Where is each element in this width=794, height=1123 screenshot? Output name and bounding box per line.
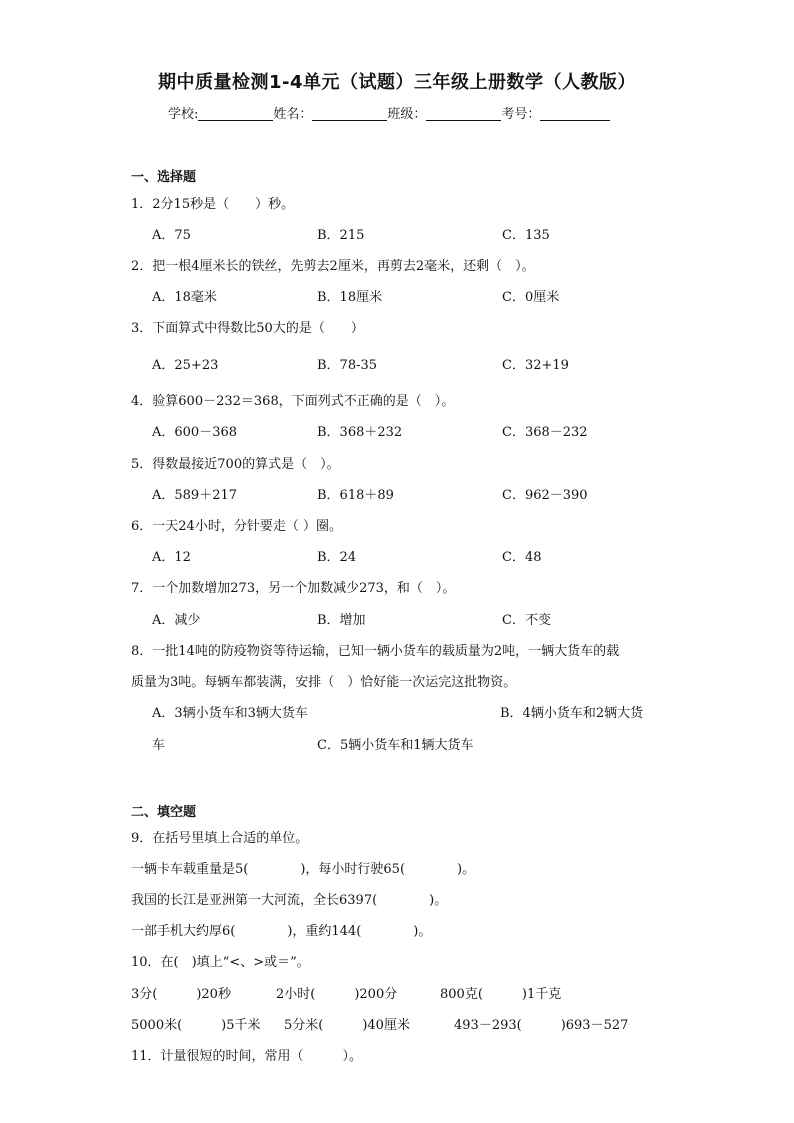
class-blank[interactable] (426, 106, 501, 121)
student-info-line (168, 103, 610, 122)
q5-option-b[interactable]: B．618＋89 (317, 488, 394, 503)
q2-option-b[interactable]: B．18厘米 (317, 290, 383, 305)
number-label: 考号： (501, 107, 541, 122)
q9-line-truck: 一辆卡车载重量是5( )，每小时行驶65( )。 (131, 862, 476, 877)
q6-option-c[interactable]: C．48 (502, 550, 542, 565)
question-4: 4．验算600－232＝368，下面列式不正确的是（ ）。 (131, 394, 455, 409)
q1-option-c[interactable]: C．135 (502, 228, 550, 243)
name-label: 姓名： (273, 107, 313, 122)
q6-option-b[interactable]: B．24 (317, 550, 357, 565)
q8-option-b[interactable]: B．4辆小货车和2辆大货 (500, 706, 644, 721)
question-5: 5．得数最接近700的算式是（ ）。 (131, 457, 340, 472)
question-1: 1．2分15秒是（ ）秒。 (131, 197, 295, 212)
q4-option-c[interactable]: C．368－232 (502, 425, 588, 440)
q1-option-a[interactable]: A．75 (152, 228, 191, 243)
question-8-line2: 质量为3吨。每辆车都装满，安排（ ）恰好能一次运完这批物资。 (131, 675, 517, 690)
section-heading-fill: 二、填空题 (131, 805, 197, 820)
question-2: 2．把一根4厘米长的铁丝，先剪去2厘米，再剪去2毫米，还剩（ ）。 (131, 259, 535, 274)
school-blank[interactable] (198, 106, 273, 121)
q2-option-c[interactable]: C．0厘米 (502, 290, 560, 305)
q1-option-b[interactable]: B．215 (317, 228, 365, 243)
q10-item-1: 3分( )20秒 (131, 987, 231, 1002)
question-11: 11．计量很短的时间，常用（ ）。 (131, 1049, 363, 1064)
school-label: 学校: (168, 107, 199, 122)
q9-line-phone: 一部手机大约厚6( )，重约144( )。 (131, 924, 432, 939)
q8-option-c[interactable]: C．5辆小货车和1辆大货车 (317, 738, 474, 753)
question-10: 10．在( )填上“<、>或＝”。 (131, 955, 310, 970)
number-blank[interactable] (540, 106, 610, 121)
q8-option-b-continued: 车 (152, 738, 166, 753)
q5-option-c[interactable]: C．962－390 (502, 488, 588, 503)
q7-option-b[interactable]: B．增加 (317, 613, 366, 628)
q10-item-6: 493－293( )693－527 (454, 1018, 629, 1033)
q3-option-c[interactable]: C．32+19 (502, 358, 569, 373)
page-title: 期中质量检测1-4单元（试题）三年级上册数学（人教版） (157, 72, 637, 93)
q4-option-a[interactable]: A．600－368 (152, 425, 238, 440)
q10-item-5: 5分米( )40厘米 (284, 1018, 410, 1033)
q8-option-a[interactable]: A．3辆小货车和3辆大货车 (152, 706, 308, 721)
q10-item-3: 800克( )1千克 (440, 987, 562, 1002)
question-7: 7．一个加数增加273，另一个加数减少273，和（ ）。 (131, 581, 456, 596)
q10-item-4: 5000米( )5千米 (131, 1018, 261, 1033)
q7-option-c[interactable]: C．不变 (502, 613, 551, 628)
q3-option-b[interactable]: B．78-35 (317, 358, 378, 373)
question-8-line1: 8．一批14吨的防疫物资等待运输，已知一辆小货车的载质量为2吨，一辆大货车的载 (131, 644, 620, 659)
q3-option-a[interactable]: A．25+23 (152, 358, 219, 373)
q5-option-a[interactable]: A．589＋217 (152, 488, 238, 503)
q10-item-2: 2小时( )200分 (276, 987, 398, 1002)
question-6: 6．一天24小时，分针要走（ ）圈。 (131, 519, 342, 534)
q7-option-a[interactable]: A．减少 (152, 613, 201, 628)
q2-option-a[interactable]: A．18毫米 (152, 290, 217, 305)
name-blank[interactable] (312, 106, 387, 121)
q6-option-a[interactable]: A．12 (152, 550, 191, 565)
class-label: 班级： (387, 107, 427, 122)
q9-line-river: 我国的长江是亚洲第一大河流，全长6397( )。 (131, 893, 448, 908)
question-3: 3．下面算式中得数比50大的是（ ） (131, 321, 364, 336)
question-9: 9．在括号里填上合适的单位。 (131, 831, 309, 846)
section-heading-choice: 一、选择题 (131, 170, 197, 185)
q4-option-b[interactable]: B．368＋232 (317, 425, 403, 440)
